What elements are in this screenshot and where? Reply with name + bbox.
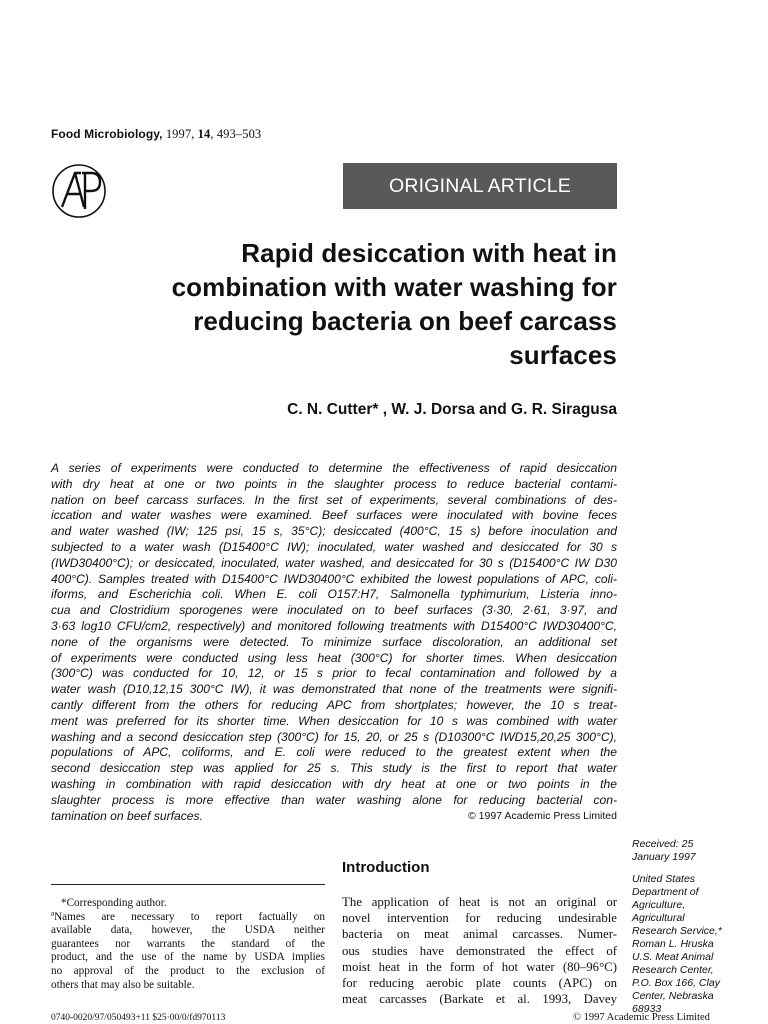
footnote-line: ªNames are necessary to report factually on <box>51 910 325 923</box>
intro-line: for reducing aerobic plate counts (APC) on <box>342 976 617 991</box>
footnote-line: *Corresponding author. <box>61 897 167 909</box>
affiliation-line: Center, Nebraska <box>632 990 714 1002</box>
abstract-line: none of the organisms were detected. To minimize surface discoloration, an additional set <box>51 634 617 649</box>
affiliation-line: U.S. Meat Animal <box>632 951 714 963</box>
introduction-text <box>342 894 617 1007</box>
abstract-line: (IWD30400°C); or desiccated, inoculated, water washed, and desiccated for 30 s (D15400°C IW D30 <box>51 555 617 570</box>
abstract <box>51 461 617 824</box>
abstract-line: iccation and water washes were examined. Beef surfaces were inoculated with bovine feces <box>51 508 617 523</box>
affiliation-line: Department of <box>632 886 699 898</box>
abstract-line: subjected to a water wash (D15400°C IW); inoculated, water washed and desiccated for 30 s <box>51 539 617 554</box>
abstract-line: slaughter process is more effective than water washing alone for reducing bacterial con- <box>51 792 617 807</box>
footnote-line: product, and the use of the name by USDA implies <box>51 951 325 964</box>
title-line: Rapid desiccation with heat in <box>241 238 617 268</box>
footnote <box>51 897 325 992</box>
abstract-last-line <box>51 809 617 825</box>
affiliation-line: P.O. Box 166, Clay <box>632 977 720 989</box>
abstract-line: 3·63 log10 CFU/cm2, respectively) and monitored following treatments with D15400°C IWD30400°C, <box>51 618 617 633</box>
abstract-line: cua and Clostridium sporogenes were inoculated on to beef surfaces (3·30, 2·61, 3·97, and <box>51 603 617 618</box>
affiliation-line: Research Service,* <box>632 925 722 937</box>
intro-line: bacteria on meat animal carcasses. Numer- <box>342 927 617 942</box>
journal-year: 1997, <box>165 127 195 141</box>
abstract-line: nation on beef carcass surfaces. In the first set of experiments, several combinations of des- <box>51 492 617 507</box>
footnote-divider <box>51 884 325 885</box>
journal-volume: 14 <box>197 127 211 141</box>
intro-line: ous studies have demonstrated the effect of <box>342 943 617 958</box>
article-title <box>100 236 617 372</box>
received-line: January 1997 <box>632 851 696 863</box>
introduction-heading: Introduction <box>342 859 430 876</box>
abstract-line: cantly different from the others for reducing APC from shortplates; however, the 10 s treat- <box>51 697 617 712</box>
title-line: surfaces <box>509 340 617 370</box>
abstract-line: washing and a second desiccation step (300°C) for 15, 20, or 25 s (D10300°C IWD15,20,25 300°C), <box>51 729 617 744</box>
abstract-line: populations of APC, coliforms, and E. coli were reduced to the greatest extent when the <box>51 745 617 760</box>
abstract-line: iforms, and Escherichia coli. When E. coli O157:H7, Salmonella typhimurium, Listeria inno- <box>51 587 617 602</box>
journal-reference <box>51 127 261 142</box>
abstract-line: with dry heat at one or two points in the slaughter process to reduce bacterial contami- <box>51 476 617 491</box>
affiliation-line: Research Center, <box>632 964 714 976</box>
abstract-line: tamination on beef surfaces. <box>51 808 203 823</box>
abstract-line: ment was preferred for its shorter time. When desiccation for 10 s was combined with water <box>51 713 617 728</box>
footnote-line: no approval of the product to the exclusion of <box>51 964 325 977</box>
abstract-copyright: © 1997 Academic Press Limited <box>468 809 617 822</box>
abstract-line: 400°C). Samples treated with D15400°C IWD30400°C exhibited the lowest populations of APC, coli- <box>51 571 617 586</box>
abstract-line: and water washed (IW; 125 psi, 15 s, 35°C); desiccated (400°C, 15 s) before inoculation and <box>51 524 617 539</box>
abstract-line: washing in combination with rapid desiccation with dry heat at one or two points in the <box>51 776 617 791</box>
footnote-line: available data, however, the USDA neither <box>51 924 325 937</box>
authors: C. N. Cutter* , W. J. Dorsa and G. R. Siragusa <box>287 401 617 418</box>
article-code: 0740-0020/97/050493+11 $25·00/0/fd970113 <box>51 1013 226 1023</box>
abstract-line: of experiments were conducted using less heat (300°C) for shorter times. When desiccation <box>51 650 617 665</box>
intro-line: The application of heat is not an original or <box>342 895 617 909</box>
author-affiliation <box>632 873 752 1016</box>
intro-line: meat carcasses (Barkate et al. 1993, Davey <box>342 992 617 1007</box>
abstract-line: A series of experiments were conducted to determine the effectiveness of rapid desiccation <box>51 461 617 475</box>
footnote-line: guarantees nor warrants the standard of the <box>51 937 325 950</box>
title-line: reducing bacteria on beef carcass <box>193 306 617 336</box>
received-line: Received: 25 <box>632 838 694 850</box>
ap-logo-icon <box>51 163 107 219</box>
article-type-banner: ORIGINAL ARTICLE <box>343 163 617 209</box>
intro-line: moist heat in the form of hot water (80–96°C) <box>342 959 617 974</box>
abstract-line: water wash (D10,12,15 300°C IW), it was demonstrated that none of the treatments were signifi- <box>51 682 617 697</box>
affiliation-line: 68933 <box>632 1003 662 1015</box>
intro-line: novel intervention for reducing undesirable <box>342 911 617 926</box>
received-date <box>632 838 742 864</box>
footnote-line: others that may also be suitable. <box>51 978 195 991</box>
abstract-line: (300°C) was conducted for 10, 12, or 15 s prior to fecal contamination and followed by a <box>51 666 617 681</box>
abstract-line: second desiccation step was applied for 25 s. This study is the first to report that water <box>51 761 617 776</box>
journal-name: Food Microbiology, <box>51 127 163 141</box>
journal-pages: , 493–503 <box>210 127 262 141</box>
title-line: combination with water washing for <box>171 272 617 302</box>
affiliation-line: United States <box>632 873 696 885</box>
affiliation-line: Agriculture, <box>632 899 686 911</box>
affiliation-line: Agricultural <box>632 912 685 924</box>
affiliation-line: Roman L. Hruska <box>632 938 714 950</box>
footer-copyright: © 1997 Academic Press Limited <box>573 1012 710 1023</box>
